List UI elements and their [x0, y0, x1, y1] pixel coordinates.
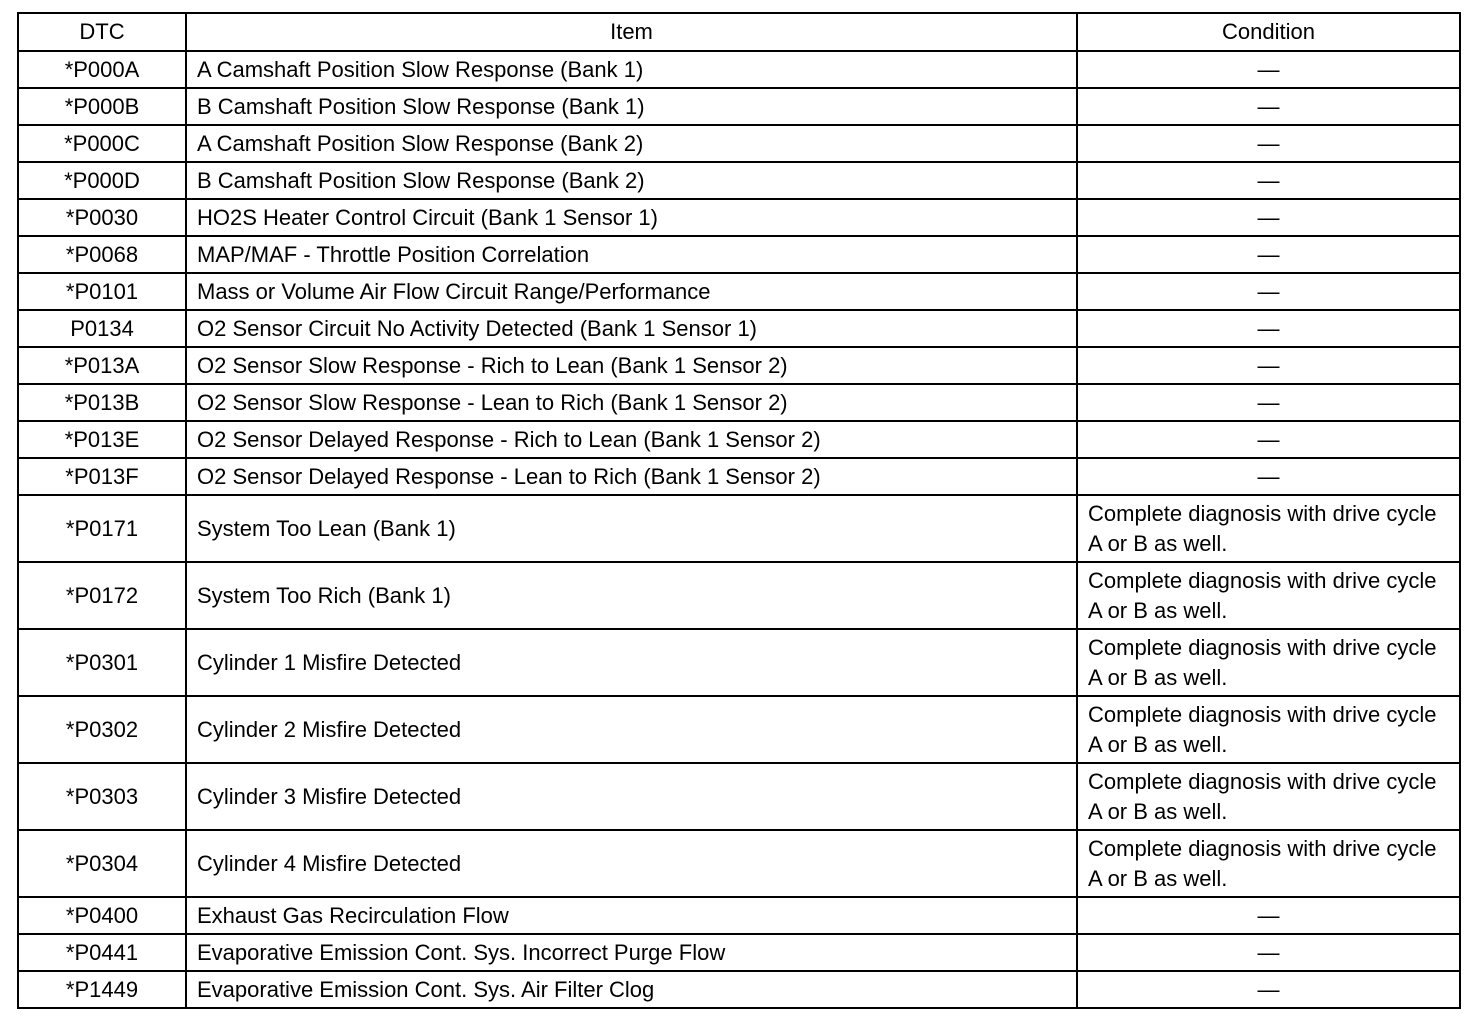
dtc-code: *P000A [18, 51, 186, 88]
dtc-condition: Complete diagnosis with drive cycle A or B as well. [1077, 696, 1460, 763]
table-row [18, 629, 1460, 696]
dtc-condition: — [1077, 347, 1460, 384]
dtc-code: *P0171 [18, 495, 186, 562]
dtc-item: System Too Lean (Bank 1) [186, 495, 1077, 562]
dtc-item: A Camshaft Position Slow Response (Bank 2) [186, 125, 1077, 162]
table-row [18, 310, 1460, 347]
dtc-item: B Camshaft Position Slow Response (Bank 1) [186, 88, 1077, 125]
table-row [18, 763, 1460, 830]
dtc-item: B Camshaft Position Slow Response (Bank 2) [186, 162, 1077, 199]
dtc-item: Cylinder 4 Misfire Detected [186, 830, 1077, 897]
table-row [18, 51, 1460, 88]
dtc-item: A Camshaft Position Slow Response (Bank 1) [186, 51, 1077, 88]
dtc-condition: Complete diagnosis with drive cycle A or B as well. [1077, 562, 1460, 629]
table-row [18, 495, 1460, 562]
dtc-condition: Complete diagnosis with drive cycle A or B as well. [1077, 629, 1460, 696]
dtc-condition: — [1077, 88, 1460, 125]
table-header-row [18, 13, 1460, 51]
dtc-item: Mass or Volume Air Flow Circuit Range/Performance [186, 273, 1077, 310]
dtc-code: *P1449 [18, 971, 186, 1008]
dtc-code: *P0302 [18, 696, 186, 763]
dtc-condition: Complete diagnosis with drive cycle A or B as well. [1077, 495, 1460, 562]
dtc-condition: — [1077, 934, 1460, 971]
table-row [18, 162, 1460, 199]
dtc-code: *P0030 [18, 199, 186, 236]
dtc-condition: — [1077, 897, 1460, 934]
table-row [18, 934, 1460, 971]
table-row [18, 199, 1460, 236]
dtc-item: Cylinder 1 Misfire Detected [186, 629, 1077, 696]
header-dtc: DTC [18, 13, 186, 51]
dtc-item: O2 Sensor Delayed Response - Rich to Lean (Bank 1 Sensor 2) [186, 421, 1077, 458]
dtc-condition: Complete diagnosis with drive cycle A or B as well. [1077, 763, 1460, 830]
dtc-code: *P0101 [18, 273, 186, 310]
dtc-item: O2 Sensor Slow Response - Lean to Rich (Bank 1 Sensor 2) [186, 384, 1077, 421]
dtc-item: Cylinder 3 Misfire Detected [186, 763, 1077, 830]
dtc-code: *P0400 [18, 897, 186, 934]
table-row [18, 830, 1460, 897]
dtc-item: MAP/MAF - Throttle Position Correlation [186, 236, 1077, 273]
dtc-code: *P013E [18, 421, 186, 458]
table-row [18, 696, 1460, 763]
table-row [18, 384, 1460, 421]
dtc-code: *P013B [18, 384, 186, 421]
dtc-code: *P000C [18, 125, 186, 162]
dtc-code: *P000B [18, 88, 186, 125]
dtc-condition: — [1077, 971, 1460, 1008]
dtc-condition: — [1077, 310, 1460, 347]
dtc-condition: — [1077, 236, 1460, 273]
dtc-condition: — [1077, 199, 1460, 236]
dtc-item: HO2S Heater Control Circuit (Bank 1 Sensor 1) [186, 199, 1077, 236]
dtc-item: O2 Sensor Circuit No Activity Detected (Bank 1 Sensor 1) [186, 310, 1077, 347]
dtc-item: Evaporative Emission Cont. Sys. Incorrect Purge Flow [186, 934, 1077, 971]
header-condition: Condition [1077, 13, 1460, 51]
dtc-code: *P000D [18, 162, 186, 199]
table-row [18, 88, 1460, 125]
dtc-item: Evaporative Emission Cont. Sys. Air Filter Clog [186, 971, 1077, 1008]
dtc-condition: Complete diagnosis with drive cycle A or B as well. [1077, 830, 1460, 897]
table-row [18, 971, 1460, 1008]
table-row [18, 458, 1460, 495]
dtc-item: Cylinder 2 Misfire Detected [186, 696, 1077, 763]
table-row [18, 236, 1460, 273]
table-row [18, 421, 1460, 458]
table-body [18, 51, 1460, 1008]
table-row [18, 897, 1460, 934]
dtc-code: *P013A [18, 347, 186, 384]
dtc-item: System Too Rich (Bank 1) [186, 562, 1077, 629]
dtc-condition: — [1077, 273, 1460, 310]
dtc-condition: — [1077, 51, 1460, 88]
table-row [18, 273, 1460, 310]
table-row [18, 125, 1460, 162]
dtc-item: O2 Sensor Delayed Response - Lean to Rich (Bank 1 Sensor 2) [186, 458, 1077, 495]
dtc-table [17, 12, 1461, 1009]
dtc-code: *P0301 [18, 629, 186, 696]
table-row [18, 562, 1460, 629]
table-row [18, 347, 1460, 384]
dtc-code: *P0304 [18, 830, 186, 897]
dtc-code: *P0303 [18, 763, 186, 830]
dtc-code: *P013F [18, 458, 186, 495]
dtc-condition: — [1077, 458, 1460, 495]
dtc-item: O2 Sensor Slow Response - Rich to Lean (Bank 1 Sensor 2) [186, 347, 1077, 384]
header-item: Item [186, 13, 1077, 51]
dtc-code: P0134 [18, 310, 186, 347]
dtc-code: *P0068 [18, 236, 186, 273]
dtc-condition: — [1077, 125, 1460, 162]
dtc-condition: — [1077, 421, 1460, 458]
dtc-code: *P0441 [18, 934, 186, 971]
dtc-condition: — [1077, 384, 1460, 421]
dtc-item: Exhaust Gas Recirculation Flow [186, 897, 1077, 934]
dtc-condition: — [1077, 162, 1460, 199]
dtc-code: *P0172 [18, 562, 186, 629]
